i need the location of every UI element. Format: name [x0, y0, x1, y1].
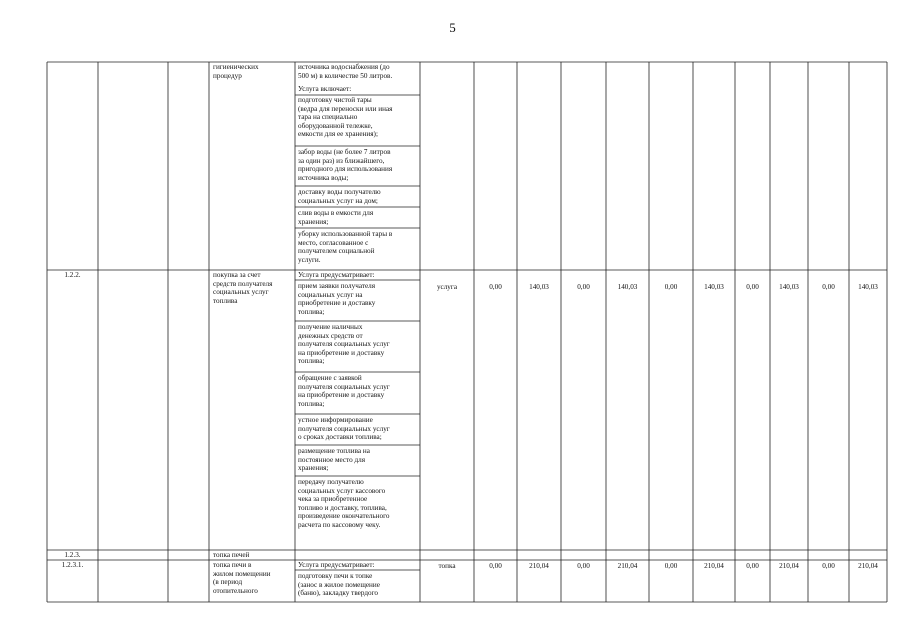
line: получение наличных: [298, 323, 363, 331]
line: постоянное место для: [298, 455, 366, 464]
r1-descr-2: [298, 85, 351, 94]
r1-descr-7: [298, 230, 392, 264]
line: социальных услуг кассового: [298, 486, 386, 495]
line: получателем социальной: [298, 247, 375, 256]
r2-value: 140,03: [779, 283, 799, 291]
line: 500 м) в количестве 50 литров.: [298, 71, 393, 80]
line: топлива;: [298, 357, 325, 366]
line: емкости для ее хранения);: [298, 130, 378, 139]
line: хранения;: [298, 217, 329, 226]
line: социальных услуг на дом;: [298, 196, 378, 205]
line: на приобретение и доставку: [298, 391, 385, 400]
r2-value: 140,03: [858, 283, 878, 291]
r1-descr-3: [298, 96, 392, 139]
line: подготовку чистой тары: [298, 96, 372, 104]
line: пригодного для использования: [298, 165, 393, 174]
r4-unit: топка: [438, 562, 456, 570]
line: (баню), закладку твердого: [298, 589, 378, 598]
line: Услуга предусматривает:: [298, 561, 375, 569]
line: приобретение и доставку: [298, 299, 376, 308]
r1-descr-6: [298, 209, 373, 226]
r4-name-line: отопительного: [213, 586, 258, 595]
line: обращение с заявкой: [298, 374, 362, 382]
line: топлива;: [298, 307, 325, 316]
line: место, согласованное с: [298, 238, 369, 247]
r4-value: 210,04: [858, 562, 878, 570]
line: источника воды;: [298, 173, 349, 182]
line: получателя социальных услуг: [298, 340, 390, 349]
r4-value: 210,04: [529, 562, 549, 570]
r4-value: 0,00: [822, 562, 835, 570]
r4-value: 0,00: [489, 562, 502, 570]
r2-value: 0,00: [489, 283, 502, 291]
r4-descr-1: [298, 561, 375, 570]
r3-name: топка печей: [213, 551, 250, 559]
line: уборку использованной тары в: [298, 230, 393, 238]
line: оборудованной тележке,: [298, 121, 373, 130]
line: (занос в жилое помещение: [298, 580, 380, 589]
line: топлива;: [298, 399, 325, 408]
line: чека за приобретенное: [298, 495, 368, 504]
line: (ведра для переноски или иная: [298, 104, 393, 113]
line: на приобретение и доставку: [298, 348, 385, 357]
line: размещение топлива на: [298, 447, 370, 455]
line: подготовку печи к топке: [298, 572, 373, 580]
line: получателя социальных услуг: [298, 424, 390, 433]
r2-name-line: средств получателя: [213, 279, 273, 288]
line: прием заявки получателя: [298, 282, 376, 290]
line: получателя социальных услуг: [298, 382, 390, 391]
r2-descr-3: [298, 323, 390, 366]
r4-value: 0,00: [577, 562, 590, 570]
r2-name: [213, 271, 272, 305]
r2-descr-6: [298, 447, 370, 473]
r2-value: 140,03: [704, 283, 724, 291]
r4-name-line: (в период: [213, 578, 243, 587]
r2-descr-5: [298, 416, 390, 442]
page-number: 5: [449, 20, 456, 35]
r1-descr-4: [298, 148, 392, 182]
r2-value: 140,03: [617, 283, 638, 291]
r4-descr-2: [298, 572, 380, 598]
line: устное информирование: [298, 416, 373, 424]
line: социальных услуг на: [298, 290, 363, 299]
line: передачу получателю: [298, 478, 364, 486]
line: топливо и доставку, топлива,: [298, 503, 387, 512]
r3-code: 1.2.3.: [64, 551, 81, 559]
line: денежных средств от: [298, 331, 363, 340]
r4-name-line: жилом помещении: [213, 569, 271, 578]
line: тара на специально: [298, 113, 358, 122]
r1-name-line: гигиенических: [213, 63, 259, 71]
r2-code: 1.2.2.: [64, 271, 81, 279]
r2-value: 140,03: [529, 283, 549, 291]
line: о сроках доставки топлива;: [298, 433, 382, 442]
r2-value: 0,00: [664, 283, 678, 291]
line: источника водоснабжения (до: [298, 63, 390, 71]
r4-name-line: топка печи в: [213, 561, 252, 569]
r2-name-line: покупка за счет: [213, 271, 261, 279]
line: хранения;: [298, 464, 329, 473]
r2-unit: услуга: [436, 283, 458, 291]
line: Услуга предусматривает:: [298, 271, 375, 279]
r2-value: 0,00: [822, 283, 835, 291]
r4-name: [213, 561, 271, 595]
r2-descr-1: [298, 271, 375, 280]
r4-value: 210,04: [779, 562, 799, 570]
line: доставку воды получателю: [298, 188, 381, 196]
r2-value: 0,00: [577, 283, 590, 291]
r4-value: 0,00: [664, 562, 678, 570]
line: расчета по кассовому чеку.: [298, 520, 381, 529]
r1-name-line: процедур: [213, 71, 242, 80]
r2-descr-4: [298, 374, 390, 408]
line: за один раз) из ближайшего,: [298, 156, 385, 165]
line: услуги.: [298, 255, 321, 264]
r4-value: 210,04: [704, 562, 724, 570]
line: произведение окончательного: [298, 512, 390, 521]
r1-descr-5: [298, 188, 381, 205]
r1-descr-1: [298, 63, 392, 80]
r2-descr-7: [298, 478, 389, 530]
r2-name-line: топлива: [213, 296, 238, 305]
r2-descr-2: [298, 282, 375, 316]
line: Услуга включает:: [298, 85, 352, 93]
r1-name: [213, 63, 259, 80]
line: слив воды в емкости для: [298, 209, 374, 217]
r2-value: 0,00: [746, 283, 759, 291]
r4-value: 210,04: [617, 562, 638, 570]
r2-name-line: социальных услуг: [213, 288, 269, 297]
r4-value: 0,00: [746, 562, 759, 570]
line: забор воды (не более 7 литров: [298, 148, 391, 156]
r4-code: 1.2.3.1.: [61, 561, 84, 569]
